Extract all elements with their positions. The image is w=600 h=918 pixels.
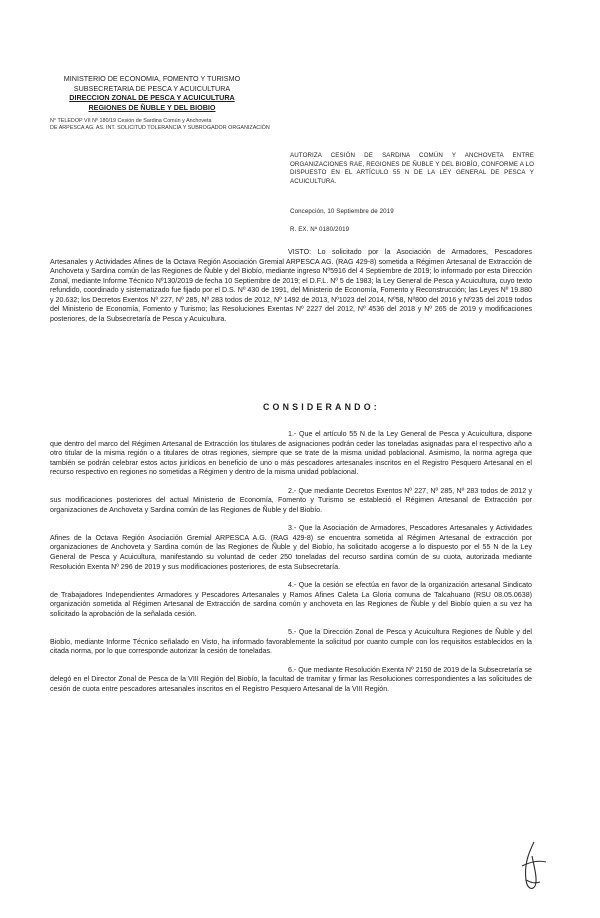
considerando-item-4: 4.- Que la cesión se efectúa en favor de la organización artesanal Sindicato de Trabajadores Independientes Armadores y Pescadores Artesanales y Ramos Afines Caleta La Gloria comuna de Talcahuano (RSU 08.05.0638) organización sometida al Régimen Artesanal de Extracción de sardina común y anchoveta en las Regiones de Ñuble y del Biobío quien a su vez ha solicitado la aprobación de la señalada cesión. [50, 581, 532, 618]
considerando-item-6: 6.- Que mediante Resolución Exenta Nº 2150 de 2019 de la Subsecretaría se delegó en el Director Zonal de Pesca de la VIII Región del Biobío, la facultad de tramitar y firmar las Resoluciones correspondientes a las solicitudes de cesión de cuota entre pescadores artesanales inscritos en el Registro Pesquero Artesanal de la VIII Región. [50, 665, 532, 694]
regiones-name: REGIONES DE ÑUBLE Y DEL BIOBIO [88, 102, 216, 112]
considerando-item-3: 3.- Que la Asociación de Armadores, Pescadores Artesanales y Actividades Afines de la Octava Región Asociación Gremial ARPESCA A.G. (RAG 429-8) se encuentra sometida al Régimen Artesanal de extracción por organizaciones de Anchoveta y Sardina común de las Regiones de Ñuble y del Biobío, ha solicitado acogerse a lo dispuesto por el 55 N de la Ley General de Pesca y Acuicultura, manifestando su voluntad de ceder 250 toneladas del recurso sardina común de su cuota, autorizada mediante Resolución Exenta Nº 296 de 2019 y sus modificaciones posteriores, de esta Subsecretaría. [50, 524, 532, 571]
considerando-item-2: 2.- Que mediante Decretos Exentos Nº 227, Nº 285, Nº 283 todos de 2012 y sus modificaciones posteriores del actual Ministerio de Economía, Fomento y Turismo se estableció el Régimen Artesanal de Extracción por organizaciones de Anchoveta y Sardina común de las Regiones de Ñuble y del Biobío. [50, 486, 532, 514]
resolution-summary: AUTORIZA CESIÓN DE SARDINA COMÚN Y ANCHOVETA ENTRE ORGANIZACIONES RAE, REGIONES DE ÑUBLE Y DEL BIOBÍO, CONFORME A LO DISPUESTO EN EL ARTÍCULO 55 N DE LA LEY GENERAL DE PESCA Y ACUICULTURA. [290, 152, 534, 185]
reference-line [50, 118, 288, 132]
ministry-name: MINISTERIO DE ECONOMIA, FOMENTO Y TURISMO [63, 74, 241, 83]
reference-line-1: N° TELEDOP VII Nº 180/19 Cesión de Sardina Común y Anchoveta [50, 118, 212, 124]
resolution-number: R. EX. Nº 0180/2019 [290, 226, 350, 233]
visto-paragraph [50, 248, 532, 324]
considerando-list [50, 430, 532, 704]
signature-mark [512, 836, 552, 896]
reference-line-2: DE ARPESCA AG. AS. INT. SOLICITUD TOLERANCIA Y SUBROGADOR ORGANIZACIÓN [50, 125, 270, 131]
considerando-item-5: 5.- Que la Dirección Zonal de Pesca y Acuicultura Regiones de Ñuble y del Biobío, mediante Informe Técnico señalado en Visto, ha informado favorablemente la solicitud por cuanto cumple con los requisitos establecidos en la citada norma, por lo que corresponde autorizar la cesión de toneladas. [50, 628, 532, 656]
visto-text: VISTO: Lo solicitado por la Asociación de Armadores, Pescadores Artesanales y Actividades Afines de la Octava Región Asociación Gremial ARPESCA AG. (RAG 429-8) sometida a Régimen Artesanal de Extracción de Anchoveta y Sardina común de las Regiones de Ñuble y del Biobío, mediante ingreso Nº5916 del 4 Septiembre de 2019; lo informado por esta Dirección Zonal, mediante Informe Técnico Nº130/2019 de fecha 10 Septiembre de 2019; el D.F.L. Nº 5 de 1983; la Ley General de Pesca y Acuicultura, cuyo texto refundido, coordinado y sistematizado fue fijado por el D.S. Nº 430 de 1991, del Ministerio de Economía, Fomento y Reconstrucción; las Leyes Nº 19.880 y 20.632; los Decretos Exentos Nº 227, Nº 285, Nº 283 todos de 2012, Nº 1492 de 2013, Nº1023 del 2014, Nº58, Nº800 del 2016 y Nº235 del 2019 todos del Ministerio de Economía, Fomento y Turismo; las Resoluciones Exentas Nº 2227 del 2012, Nº 4536 del 2018 y Nº 265 de 2019 y modificaciones posteriores, de la Subsecretaría de Pesca y Acuicultura. [50, 248, 532, 323]
subsecretaria-name: SUBSECRETARIA DE PESCA Y ACUICULTURA [73, 83, 231, 93]
considerando-item-1: 1.- Que el artículo 55 N de la Ley General de Pesca y Acuicultura, dispone que dentro del marco del Régimen Artesanal de Extracción los titulares de asignaciones podrán ceder las toneladas asignadas para el respectivo año a otro titular de la misma región o a titulares de otras regiones, siempre que se trate de la misma unidad poblacional. Asimismo, la norma agrega que también se podrán celebrar estos actos jurídicos en beneficio de uno o más pescadores artesanales inscritos en el Registro Pesquero Artesanal en el recurso respectivo en regiones no sometidas a Régimen y dentro de la misma unidad poblacional. [50, 430, 532, 477]
considerando-heading: CONSIDERANDO: [263, 402, 380, 412]
letterhead [62, 74, 242, 112]
place-date: Concepción, 10 Septiembre de 2019 [290, 208, 394, 215]
direccion-zonal-name: DIRECCION ZONAL DE PESCA Y ACUICULTURA [69, 93, 235, 103]
